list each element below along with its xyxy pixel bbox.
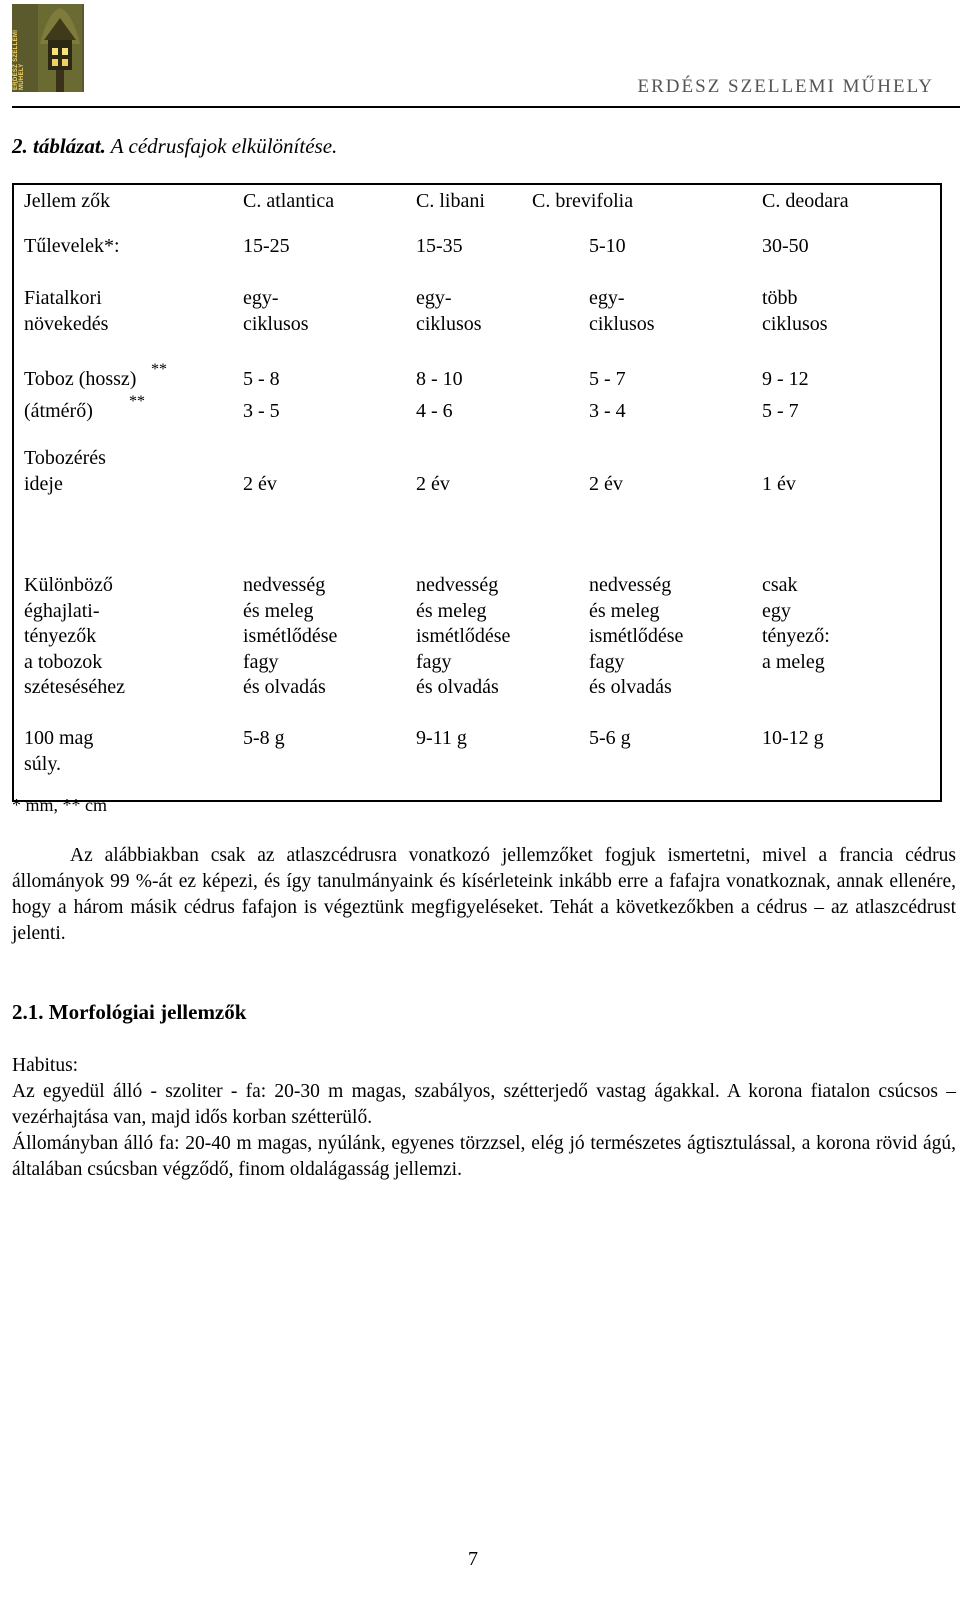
section-heading: 2.1. Morfológiai jellemzők — [12, 1000, 247, 1024]
table-row-label-superscript: ** — [129, 393, 145, 410]
table-cell: és olvadás — [589, 676, 672, 698]
table-cell: 5-6 g — [589, 727, 631, 749]
table-cell: és olvadás — [243, 676, 326, 698]
table-cell: nedvesség — [589, 574, 672, 596]
tree-house-icon — [38, 4, 82, 92]
table-cell: 1 év — [762, 472, 796, 495]
table-cell: 5-8 g — [243, 727, 285, 749]
table-cell: nedvesség — [416, 574, 499, 596]
habitus-subheading: Habitus: — [12, 1055, 79, 1076]
logo — [12, 4, 84, 92]
table-cell: 9 - 12 — [762, 368, 809, 390]
table-cell: csak — [762, 574, 798, 596]
table-cell: 30-50 — [762, 235, 809, 257]
table-cell: és olvadás — [416, 676, 499, 698]
table-caption-number: 2. táblázat. — [12, 134, 106, 158]
logo-text: ERDÉSZ SZELLEMI MŰHELY — [13, 29, 25, 90]
table-cell: 8 - 10 — [416, 368, 463, 390]
table-header-cell: C. atlantica — [243, 190, 335, 212]
table-row-label: Fiatalkori — [24, 287, 102, 309]
table-cell: és meleg — [416, 599, 487, 622]
table-cell: tényező: — [762, 625, 830, 647]
table-row-label-superscript: ** — [151, 361, 167, 378]
habitus-paragraph-1: Az egyedül álló - szoliter - fa: 20-30 m magas, szabályos, szétterjedő vastag ágakkal. A korona fiatalon csúcsos – vezérhajtása van, majd idős korban szétterülő. — [12, 1081, 956, 1128]
table-row-label: a tobozok — [24, 650, 103, 673]
table-cell: 5-10 — [589, 235, 626, 257]
table-cell: ciklusos — [762, 312, 828, 335]
table-row-label: Tűlevelek*: — [24, 235, 120, 257]
table-row-label: (átmérő) — [24, 400, 93, 422]
table-row-label: ideje — [24, 472, 63, 495]
table-cell: 5 - 7 — [762, 400, 799, 422]
table-cell: 4 - 6 — [416, 400, 453, 422]
habitus-block — [12, 1053, 956, 1183]
habitus-paragraph-2: Állományban álló fa: 20-40 m magas, nyúlánk, egyenes törzzsel, elég jó természetes ágtisztulással, a korona rövid ágú, általában csúcsban végződő, finom oldalágasság jellemzi. — [12, 1133, 956, 1180]
table-cell: egy- — [589, 287, 625, 309]
intro-paragraph-text: Az alábbiakban csak az atlaszcédrusra vonatkozó jellemzőket fogjuk ismertetni, mivel a francia cédrus állományok 99 %-át ez képezi, és így tanulmányaink és kísérleteink inkább erre a fafajra vonatkoznak, annak ellenére, hogy a három másik cédrus fafajon is végeztünk megfigyeléseket. Tehát a következőkben a cédrus – az atlaszcédrust jelenti. — [12, 845, 956, 944]
table-row-label: tényezők — [24, 625, 97, 647]
table-cell: fagy — [589, 650, 625, 673]
table-header-cell: C. libani — [416, 190, 485, 212]
table-header-cell: C. brevifolia — [532, 190, 634, 212]
brand-title: ERDÉSZ SZELLEMI MŰHELY — [637, 76, 934, 97]
table-cell: egy- — [243, 287, 279, 309]
table-row-label: Tobozérés — [24, 447, 106, 469]
table-cell: 10-12 g — [762, 727, 824, 749]
table-cell: 3 - 4 — [589, 400, 626, 422]
table-cell: fagy — [416, 650, 452, 673]
table-header-cell: Jellem zők — [24, 190, 111, 212]
table-row-label: éghajlati- — [24, 599, 100, 622]
table-row-label: Toboz (hossz) — [24, 368, 137, 390]
species-table — [12, 183, 942, 802]
table-cell: és meleg — [243, 599, 314, 622]
table-cell: 9-11 g — [416, 727, 467, 749]
table-cell: a meleg — [762, 650, 825, 673]
table-cell: ciklusos — [589, 312, 655, 335]
table-row-label: Különböző — [24, 574, 113, 596]
page-number: 7 — [468, 1548, 478, 1570]
table-cell: több — [762, 287, 798, 309]
table-cell: 2 év — [589, 472, 623, 495]
table-row-label: növekedés — [24, 312, 109, 335]
table-cell: 15-35 — [416, 235, 463, 257]
table-row-label: 100 mag — [24, 727, 94, 749]
table-cell: nedvesség — [243, 574, 326, 596]
table-cell: ciklusos — [416, 312, 482, 335]
table-cell: és meleg — [589, 599, 660, 622]
table-cell: egy — [762, 599, 791, 622]
intro-paragraph — [12, 843, 956, 947]
table-cell: 5 - 7 — [589, 368, 626, 390]
table-header-cell: C. deodara — [762, 190, 849, 212]
table-cell: 2 év — [243, 472, 277, 495]
table-cell: 3 - 5 — [243, 400, 280, 422]
table-cell: 2 év — [416, 472, 450, 495]
table-cell: ismétlődése — [589, 625, 684, 647]
table-caption — [12, 134, 337, 159]
table-cell: ismétlődése — [416, 625, 511, 647]
table-cell: fagy — [243, 650, 279, 673]
header-divider — [12, 106, 960, 108]
table-row-label: súly. — [24, 752, 62, 775]
table-cell: ismétlődése — [243, 625, 338, 647]
table-caption-text: A cédrusfajok elkülönítése. — [105, 134, 338, 158]
table-cell: egy- — [416, 287, 452, 309]
table-cell: 5 - 8 — [243, 368, 280, 390]
table-footnote: * mm, ** cm — [12, 795, 107, 815]
table-cell: ciklusos — [243, 312, 309, 335]
table-row-label: széteséséhez — [24, 676, 126, 698]
table-cell: 15-25 — [243, 235, 290, 257]
